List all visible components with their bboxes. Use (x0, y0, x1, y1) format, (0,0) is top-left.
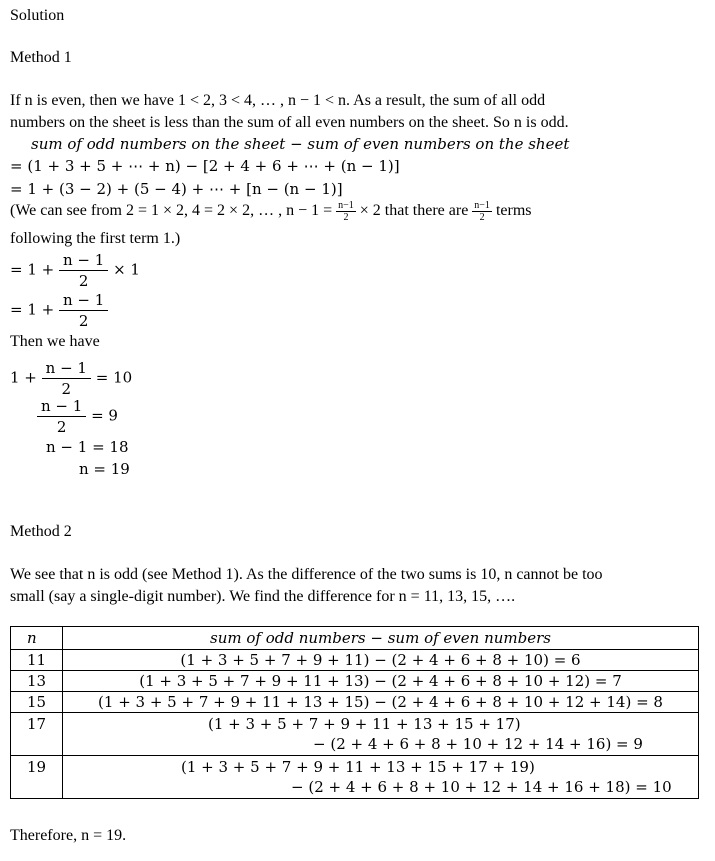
note-fraction-2-denominator: 2 (472, 211, 492, 223)
expression-line2: − (2 + 4 + 6 + 8 + 10 + 12 + 14 + 16) = 9 (313, 735, 643, 753)
table-row (11, 650, 699, 671)
table-cell-n: 11 (11, 650, 63, 671)
method1-paragraph-line2: numbers on the sheet is less than the sum of all even numbers on the sheet. So n is odd. (10, 114, 569, 131)
table-cell-n: 17 (11, 713, 63, 756)
method2-paragraph-line2: small (say a single-digit number). We find the difference for n = 11, 13, 15, …. (10, 588, 516, 605)
note-text-b: × 2 that there are (359, 202, 469, 220)
method1-step2 (10, 290, 108, 331)
equation-4: n = 19 (79, 460, 130, 478)
step1-numerator: n − 1 (63, 251, 105, 269)
note-fraction-2 (472, 200, 492, 223)
table-cell-expression: (1 + 3 + 5 + 7 + 9 + 11 + 13 + 15) − (2 + 4 + 6 + 8 + 10 + 12 + 14) = 8 (63, 692, 699, 713)
table-row (11, 671, 699, 692)
solution-heading: Solution (10, 7, 65, 24)
step2-numerator: n − 1 (63, 291, 105, 309)
method1-step1 (10, 250, 140, 291)
note-text-c: terms (495, 202, 532, 220)
method1-expression-header: sum of odd numbers on the sheet − sum of even numbers on the sheet (31, 135, 570, 153)
method1-title: Method 1 (10, 49, 72, 66)
step1-suffix: × 1 (113, 260, 140, 279)
conclusion: Therefore, n = 19. (10, 827, 127, 844)
table-header-expression: sum of odd numbers − sum of even numbers (63, 627, 699, 650)
eq1-suffix: = 10 (95, 368, 133, 387)
eq1-numerator: n − 1 (45, 359, 87, 377)
method1-note-line1 (10, 200, 531, 223)
step2-prefix: = 1 + (10, 300, 55, 319)
note-fraction-denominator: 2 (336, 211, 356, 223)
expression-line1: (1 + 3 + 5 + 7 + 9 + 11 + 13 + 15 + 17 + 19) (181, 758, 535, 776)
table-cell-expression: (1 + 3 + 5 + 7 + 9 + 11 + 13) − (2 + 4 + 6 + 8 + 10 + 12) = 7 (63, 671, 699, 692)
method2-title: Method 2 (10, 523, 72, 540)
eq2-suffix: = 9 (91, 406, 118, 425)
method1-expression-line1: = (1 + 3 + 5 + ⋯ + n) − [2 + 4 + 6 + ⋯ + (n − 1)] (10, 157, 400, 175)
table-row (11, 692, 699, 713)
method1-note-line2: following the first term 1.) (10, 230, 181, 247)
step2-denominator: 2 (59, 310, 108, 331)
note-text-a: (We can see from 2 = 1 × 2, 4 = 2 × 2, … , n − 1 = (10, 202, 333, 220)
method1-paragraph-line1: If n is even, then we have 1 < 2, 3 < 4, … , n − 1 < n. As a result, the sum of all odd (10, 92, 546, 109)
step1-fraction (59, 250, 108, 291)
eq2-denominator: 2 (37, 416, 86, 437)
equation-2 (37, 396, 118, 437)
step1-prefix: = 1 + (10, 260, 55, 279)
table-row (11, 713, 699, 756)
note-fraction-numerator: n−1 (338, 200, 354, 211)
then-we-have: Then we have (10, 333, 100, 350)
table-cell-expression (63, 713, 699, 756)
eq2-fraction (37, 396, 86, 437)
table-cell-n: 19 (11, 756, 63, 799)
eq1-prefix: 1 + (10, 368, 37, 387)
eq1-denominator: 2 (42, 378, 91, 399)
expression-line1: (1 + 3 + 5 + 7 + 9 + 11 + 13 + 15 + 17) (208, 715, 521, 733)
equation-3: n − 1 = 18 (46, 438, 129, 456)
table-cell-n: 13 (11, 671, 63, 692)
table-cell-expression (63, 756, 699, 799)
difference-table (10, 626, 699, 799)
eq1-fraction (42, 358, 91, 399)
equation-1 (10, 358, 132, 399)
table-cell-n: 15 (11, 692, 63, 713)
expression-line2: − (2 + 4 + 6 + 8 + 10 + 12 + 14 + 16 + 18) = 10 (291, 778, 672, 796)
method1-expression-line2: = 1 + (3 − 2) + (5 − 4) + ⋯ + [n − (n − 1)] (10, 180, 343, 198)
method2-paragraph-line1: We see that n is odd (see Method 1). As the difference of the two sums is 10, n cannot be too (10, 566, 603, 583)
step2-fraction (59, 290, 108, 331)
step1-denominator: 2 (59, 270, 108, 291)
table-header-n: n (11, 627, 63, 650)
note-fraction (336, 200, 356, 223)
table-row (11, 756, 699, 799)
note-fraction-2-numerator: n−1 (474, 200, 490, 211)
table-cell-expression: (1 + 3 + 5 + 7 + 9 + 11) − (2 + 4 + 6 + 8 + 10) = 6 (63, 650, 699, 671)
eq2-numerator: n − 1 (41, 397, 83, 415)
